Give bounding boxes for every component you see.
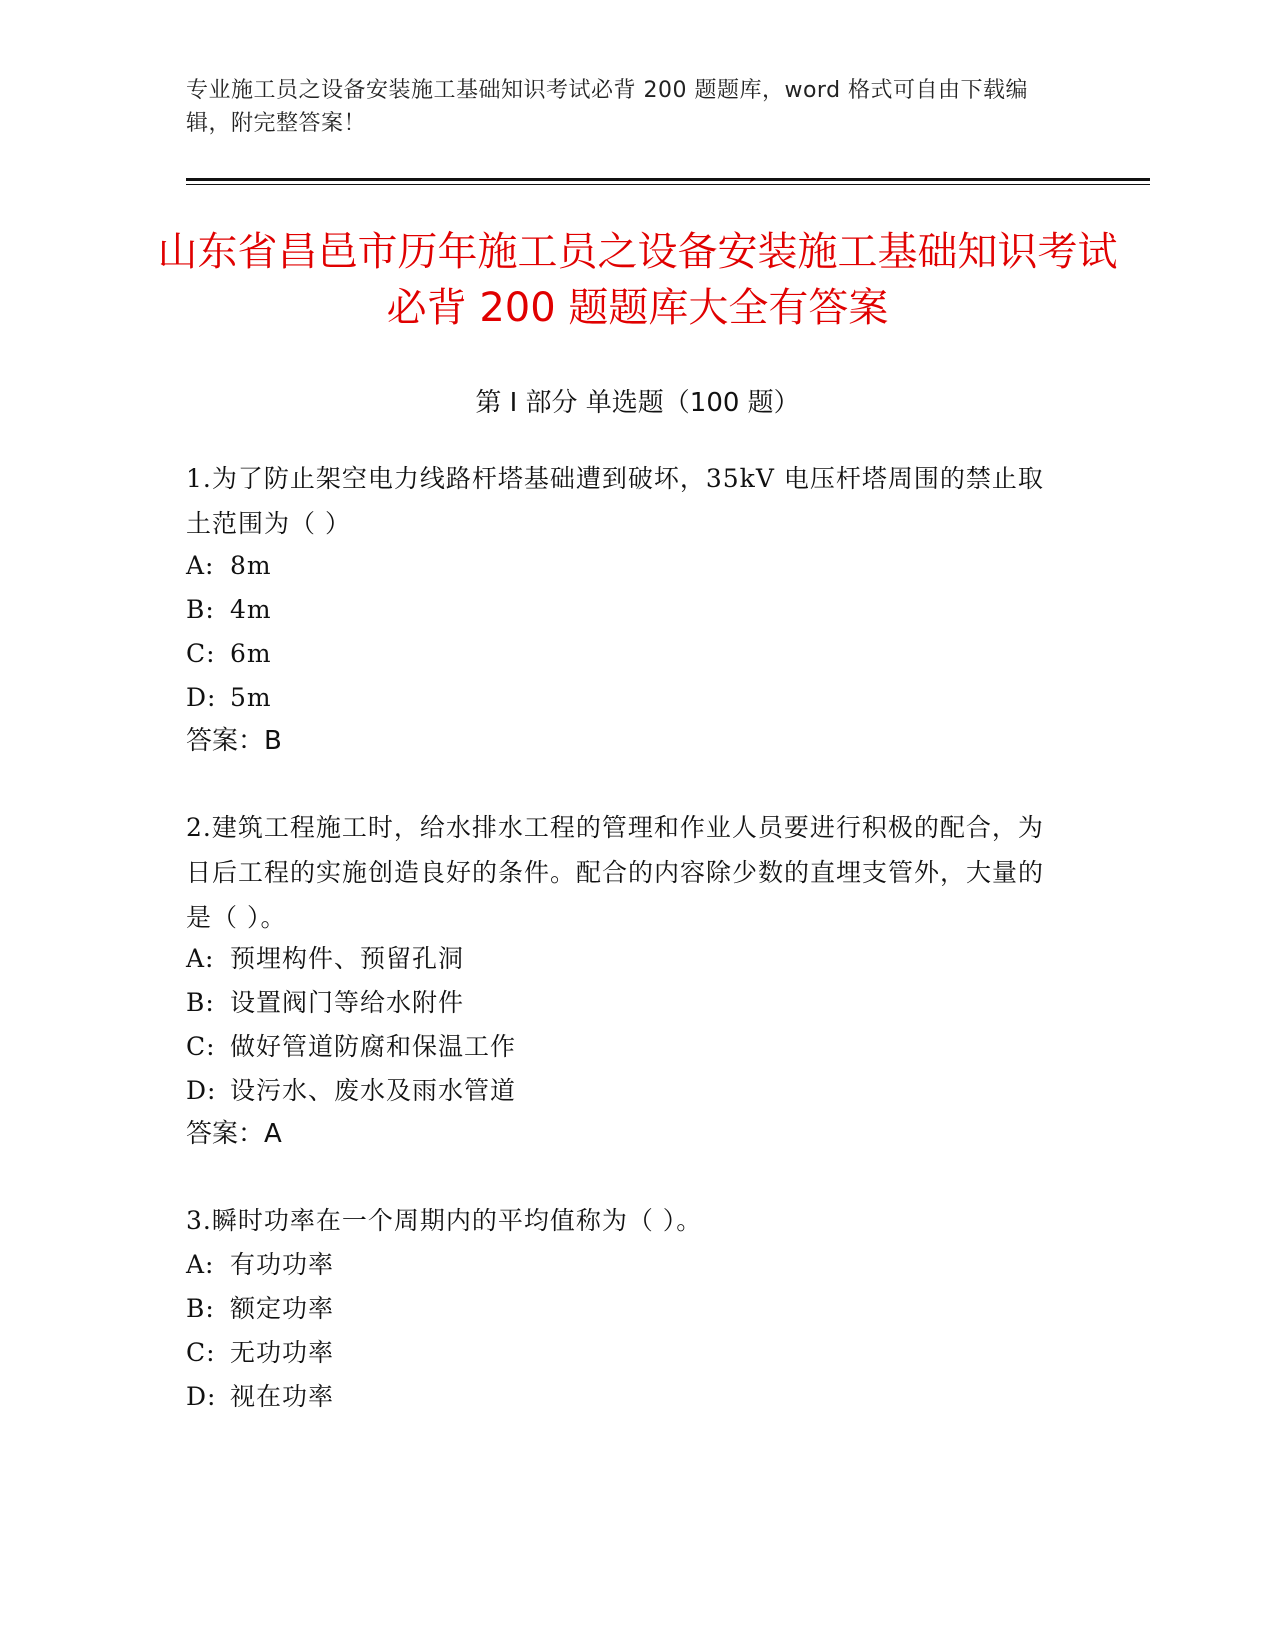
option-text: 8m — [230, 551, 272, 580]
question-2-answer: 答案：A — [186, 1119, 282, 1149]
question-1-answer: 答案：B — [186, 726, 282, 756]
question-3-text: 3.瞬时功率在一个周期内的平均值称为（ ）。 — [186, 1206, 703, 1235]
section-title: 第 I 部分 单选题（100 题） — [475, 388, 800, 418]
option-text: 做好管道防腐和保温工作 — [230, 1032, 517, 1061]
option-text: 4m — [230, 595, 272, 624]
option-label: B: — [186, 595, 215, 624]
document-title: 山东省昌邑市历年施工员之设备安装施工基础知识考试必背 200 题题库大全有答案 — [157, 229, 1118, 331]
option-label: D: — [186, 1382, 217, 1411]
question-1-option-b — [186, 587, 1066, 632]
option-text: 设污水、废水及雨水管道 — [230, 1076, 517, 1105]
question-3-option-a — [186, 1242, 1066, 1287]
header-note: 专业施工员之设备安装施工基础知识考试必背 200 题题库，word 格式可自由下载编辑，附完整答案！ — [186, 78, 1029, 136]
option-text: 额定功率 — [230, 1294, 335, 1323]
question-2-option-d — [186, 1068, 1066, 1113]
option-text: 无功功率 — [230, 1338, 335, 1367]
option-text: 视在功率 — [230, 1382, 335, 1411]
option-text: 有功功率 — [230, 1250, 335, 1279]
header-rule-thick — [186, 178, 1150, 181]
question-1-option-d — [186, 675, 1066, 720]
question-3-option-d — [186, 1374, 1066, 1419]
question-3-option-c — [186, 1330, 1066, 1375]
option-label: B: — [186, 1294, 215, 1323]
question-3-option-b — [186, 1286, 1066, 1331]
question-1-option-a — [186, 543, 1066, 588]
option-text: 6m — [230, 639, 272, 668]
question-2-option-c — [186, 1024, 1066, 1069]
option-text: 预埋构件、预留孔洞 — [230, 944, 465, 973]
option-label: A: — [186, 551, 215, 580]
header-rule-thin — [186, 184, 1150, 185]
option-label: D: — [186, 1076, 217, 1105]
option-label: C: — [186, 639, 216, 668]
question-2-option-b — [186, 980, 1066, 1025]
question-1-text: 1.为了防止架空电力线路杆塔基础遭到破坏，35kV 电压杆塔周围的禁止取土范围为（ ） — [186, 464, 1044, 538]
option-text: 5m — [230, 683, 272, 712]
option-label: A: — [186, 944, 215, 973]
option-label: A: — [186, 1250, 215, 1279]
option-text: 设置阀门等给水附件 — [230, 988, 465, 1017]
option-label: C: — [186, 1032, 216, 1061]
question-1-option-c — [186, 631, 1066, 676]
option-label: B: — [186, 988, 215, 1017]
question-2-text: 2.建筑工程施工时，给水排水工程的管理和作业人员要进行积极的配合，为日后工程的实施创造良好的条件。配合的内容除少数的直埋支管外，大量的是（ ）。 — [186, 813, 1045, 932]
question-2-option-a — [186, 936, 1066, 981]
option-label: C: — [186, 1338, 216, 1367]
option-label: D: — [186, 683, 217, 712]
